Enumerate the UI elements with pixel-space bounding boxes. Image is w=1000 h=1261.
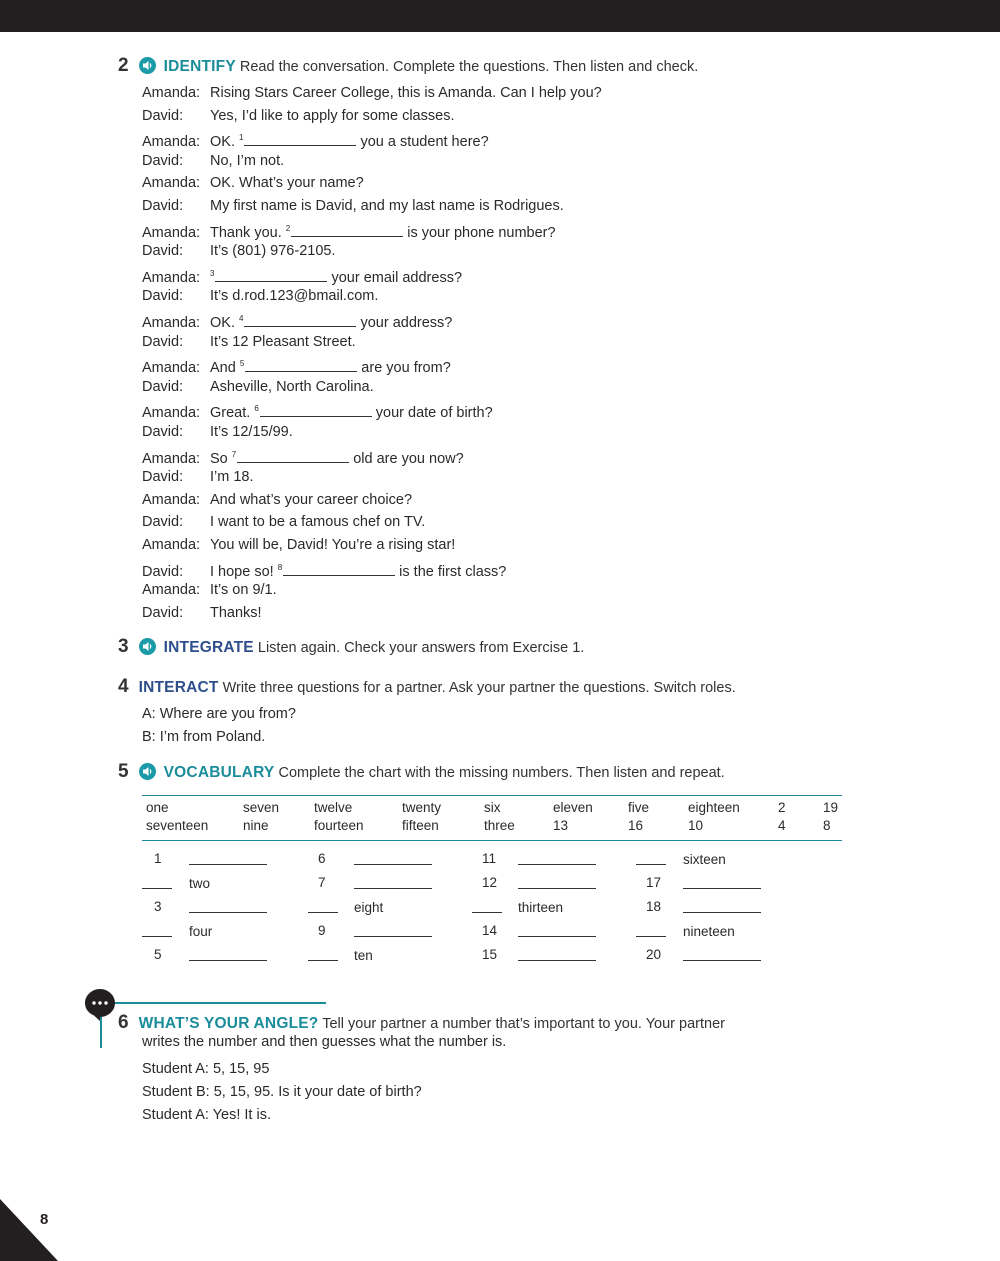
word-blank[interactable]	[683, 911, 761, 913]
exercise-instruction: Listen again. Check your answers from Exercise 1.	[257, 640, 585, 656]
exercise-number: 6	[118, 1012, 129, 1033]
word-bank-item: nine	[243, 818, 269, 833]
exercise-heading: IDENTIFY	[163, 58, 236, 75]
speaker-name: Amanda:	[142, 85, 201, 101]
word-bank-item: eleven	[553, 800, 593, 815]
line-text: old are you now?	[353, 450, 464, 467]
word-blank[interactable]	[683, 887, 761, 889]
dialogue-line	[142, 534, 455, 556]
speaker-name: Amanda:	[142, 582, 201, 599]
exercise-instruction: Tell your partner a number that’s important to you. Your partner	[322, 1016, 725, 1032]
answer-blank[interactable]	[237, 450, 349, 463]
dialogue-line	[142, 105, 454, 127]
word-blank[interactable]	[518, 863, 596, 865]
chart-number: 9	[318, 923, 326, 938]
blank-number: 7	[231, 449, 237, 459]
example-line: B: I’m from Poland.	[142, 729, 266, 745]
answer-blank[interactable]	[291, 224, 403, 237]
exercise-heading: INTERACT	[138, 679, 219, 696]
number-blank[interactable]	[142, 935, 172, 937]
number-blank[interactable]	[308, 959, 338, 961]
word-bank-item: three	[484, 818, 515, 833]
chart-number: 6	[318, 851, 326, 866]
line-text: your email address?	[331, 269, 463, 286]
page-number: 8	[40, 1211, 49, 1228]
line-text: It’s 12 Pleasant Street.	[210, 333, 356, 350]
dialogue-line	[142, 376, 374, 398]
dialogue-line	[142, 466, 254, 488]
blank-number: 3	[210, 268, 215, 278]
speaker-name: Amanda:	[142, 134, 201, 151]
word-bank-item: twelve	[314, 800, 353, 815]
dialogue-line	[142, 353, 451, 375]
speaker-name: David:	[142, 152, 184, 169]
audio-speaker-icon[interactable]	[139, 57, 156, 74]
word-bank-item: one	[146, 800, 169, 815]
exercise-number: 5	[118, 761, 129, 782]
word-blank[interactable]	[354, 887, 432, 889]
chart-word: ten	[354, 948, 373, 963]
blank-number: 8	[277, 562, 283, 572]
chart-word: eight	[354, 900, 384, 915]
word-bank-item: seventeen	[146, 818, 209, 833]
speaker-name: David:	[142, 424, 184, 440]
chart-word: two	[189, 876, 211, 891]
exercise-2-header	[118, 55, 698, 77]
word-blank[interactable]	[189, 959, 267, 961]
example-line: A: Where are you from?	[142, 706, 296, 722]
answer-blank[interactable]	[215, 269, 327, 282]
example-line: Student A: 5, 15, 95	[142, 1061, 270, 1077]
speaker-name: Amanda:	[142, 224, 201, 241]
exercise-5-header	[118, 761, 725, 783]
exercise-instruction: Complete the chart with the missing numbers. Then listen and repeat.	[278, 765, 725, 781]
dialogue-line	[142, 602, 262, 624]
chart-number: 18	[646, 899, 662, 914]
line-text: OK. What’s your name?	[210, 175, 364, 192]
speaker-name: David:	[142, 198, 184, 214]
number-blank[interactable]	[472, 911, 502, 913]
speaker-name: David:	[142, 288, 184, 305]
line-text: It’s 12/15/99.	[210, 424, 293, 440]
chart-number: 12	[482, 875, 498, 890]
line-text: My first name is David, and my last name is Rodrigues.	[210, 198, 564, 214]
chart-number: 20	[646, 947, 662, 962]
dialogue-line	[142, 579, 277, 601]
exercise-heading: VOCABULARY	[163, 764, 275, 781]
chart-word: sixteen	[683, 852, 726, 867]
line-text: It’s (801) 976-2105.	[210, 243, 336, 260]
dialogue-line	[142, 421, 293, 443]
line-text: Rising Stars Career College, this is Amanda. Can I help you?	[210, 85, 602, 101]
line-text: Yes, I’d like to apply for some classes.	[210, 107, 455, 124]
word-bank-item: 13	[553, 818, 569, 833]
blank-number: 6	[254, 404, 259, 414]
dialogue-line	[142, 127, 489, 149]
word-blank[interactable]	[683, 959, 761, 961]
dialogue-line	[142, 240, 335, 262]
speaker-name: David:	[142, 243, 184, 260]
exercise-number: 2	[118, 55, 129, 76]
chart-number: 15	[482, 947, 498, 962]
word-blank[interactable]	[518, 935, 596, 937]
dialogue-line	[142, 263, 462, 285]
speaker-name: Amanda:	[142, 315, 201, 331]
line-text: No, I’m not.	[210, 152, 285, 169]
word-blank[interactable]	[354, 935, 432, 937]
word-bank-top-rule	[142, 795, 842, 796]
word-blank[interactable]	[189, 911, 267, 913]
line-text: So	[210, 450, 228, 467]
chart-number: 1	[154, 851, 162, 866]
line-text: your date of birth?	[375, 405, 493, 422]
speaker-name: Amanda:	[142, 450, 201, 467]
dialogue-line	[142, 82, 602, 104]
line-text: your address?	[360, 315, 453, 331]
dialogue-line	[142, 195, 564, 217]
dialogue-line	[142, 172, 364, 194]
line-text: It’s on 9/1.	[210, 582, 277, 599]
word-bank-item: 19	[823, 800, 839, 815]
word-bank-item: 4	[778, 818, 786, 833]
line-text: And	[210, 360, 236, 377]
word-bank-item: seven	[243, 800, 280, 815]
chart-number: 3	[154, 899, 162, 914]
line-text: It’s d.rod.123@bmail.com.	[210, 288, 379, 305]
line-text: is your phone number?	[407, 224, 556, 241]
line-text: is the first class?	[399, 563, 507, 580]
audio-speaker-icon[interactable]	[139, 638, 156, 655]
line-text: I want to be a famous chef on TV.	[210, 514, 426, 531]
dialogue-line	[142, 308, 452, 330]
word-bank-item: 10	[688, 818, 704, 833]
chart-number: 5	[154, 947, 162, 962]
dialogue-line	[142, 218, 556, 240]
blank-number: 4	[239, 314, 244, 323]
dialogue-line	[142, 285, 378, 307]
line-text: And what’s your career choice?	[210, 491, 413, 508]
line-text: Asheville, North Carolina.	[210, 378, 374, 395]
exercise-number: 4	[118, 676, 129, 697]
speaker-name: David:	[142, 563, 184, 580]
number-blank[interactable]	[308, 911, 338, 913]
speaker-name: Amanda:	[142, 537, 201, 553]
exercise-3-header	[118, 636, 584, 658]
line-text: OK.	[210, 134, 235, 151]
word-bank-item: five	[628, 800, 650, 815]
dialogue-line	[142, 331, 356, 353]
exercise-4-header	[118, 676, 736, 698]
number-blank[interactable]	[636, 863, 666, 865]
chart-number: 11	[482, 851, 497, 866]
speaker-name: Amanda:	[142, 269, 201, 286]
dialogue-line	[142, 511, 425, 533]
line-text: I hope so!	[210, 563, 274, 580]
chart-number: 17	[646, 875, 662, 890]
number-blank[interactable]	[636, 935, 666, 937]
word-bank-bottom-rule	[142, 840, 842, 841]
word-bank-item: six	[484, 800, 501, 815]
dialogue-line	[142, 557, 506, 579]
speaker-name: David:	[142, 378, 184, 395]
word-blank[interactable]	[189, 863, 267, 865]
speech-bubble-icon	[84, 988, 116, 1022]
chart-word: nineteen	[683, 924, 735, 939]
blank-number: 1	[239, 133, 244, 143]
answer-blank[interactable]	[245, 359, 357, 372]
speaker-name: David:	[142, 469, 184, 486]
word-bank-item: fourteen	[314, 818, 364, 833]
dialogue-line	[142, 398, 493, 420]
line-text: you a student here?	[360, 134, 489, 151]
example-line: Student B: 5, 15, 95. Is it your date of birth?	[142, 1084, 422, 1100]
chart-word: thirteen	[518, 900, 564, 915]
chart-number: 14	[482, 923, 498, 938]
answer-blank[interactable]	[244, 133, 356, 146]
top-bar	[0, 0, 1000, 32]
exercise-heading: INTEGRATE	[163, 639, 254, 656]
blank-number: 5	[239, 359, 245, 369]
speaker-name: David:	[142, 514, 184, 531]
word-blank[interactable]	[518, 887, 596, 889]
word-bank-item: 8	[823, 818, 831, 833]
line-text: are you from?	[361, 360, 451, 377]
answer-blank[interactable]	[283, 563, 395, 576]
word-bank-item: 2	[778, 800, 786, 815]
speaker-name: David:	[142, 107, 184, 124]
blank-number: 2	[285, 223, 291, 233]
exercise-instruction-cont: writes the number and then guesses what the number is.	[142, 1034, 507, 1050]
speaker-name: Amanda:	[142, 491, 201, 508]
speaker-name: Amanda:	[142, 360, 201, 377]
word-bank-item: twenty	[402, 800, 442, 815]
line-text: I’m 18.	[210, 469, 254, 486]
exercise-instruction: Write three questions for a partner. Ask your partner the questions. Switch roles.	[222, 680, 736, 696]
corner-decoration	[0, 1199, 58, 1261]
exercise-number: 3	[118, 636, 129, 657]
speaker-name: Amanda:	[142, 405, 201, 422]
line-text: Thanks!	[210, 604, 262, 621]
exercise-instruction: Read the conversation. Complete the questions. Then listen and check.	[239, 59, 699, 75]
speaker-name: Amanda:	[142, 175, 201, 192]
dialogue-line	[142, 444, 464, 466]
word-bank-item: 16	[628, 818, 644, 833]
exercise-heading: WHAT’S YOUR ANGLE?	[138, 1015, 319, 1032]
word-blank[interactable]	[518, 959, 596, 961]
answer-blank[interactable]	[244, 314, 356, 327]
line-text: OK.	[210, 315, 235, 331]
number-blank[interactable]	[142, 887, 172, 889]
angle-rule	[112, 1002, 326, 1004]
line-text: You will be, David! You’re a rising star!	[210, 537, 456, 553]
dialogue-line	[142, 150, 284, 172]
example-line: Student A: Yes! It is.	[142, 1107, 271, 1123]
word-bank-item: fifteen	[402, 818, 439, 833]
chart-number: 7	[318, 875, 326, 890]
speaker-name: David:	[142, 333, 184, 350]
line-text: Great.	[210, 405, 251, 422]
word-bank-item: eighteen	[688, 800, 740, 815]
audio-speaker-icon[interactable]	[139, 763, 156, 780]
dialogue-line	[142, 489, 412, 511]
word-blank[interactable]	[354, 863, 432, 865]
answer-blank[interactable]	[260, 404, 372, 417]
line-text: Thank you.	[210, 224, 282, 241]
chart-word: four	[189, 924, 213, 939]
speaker-name: David:	[142, 604, 184, 621]
